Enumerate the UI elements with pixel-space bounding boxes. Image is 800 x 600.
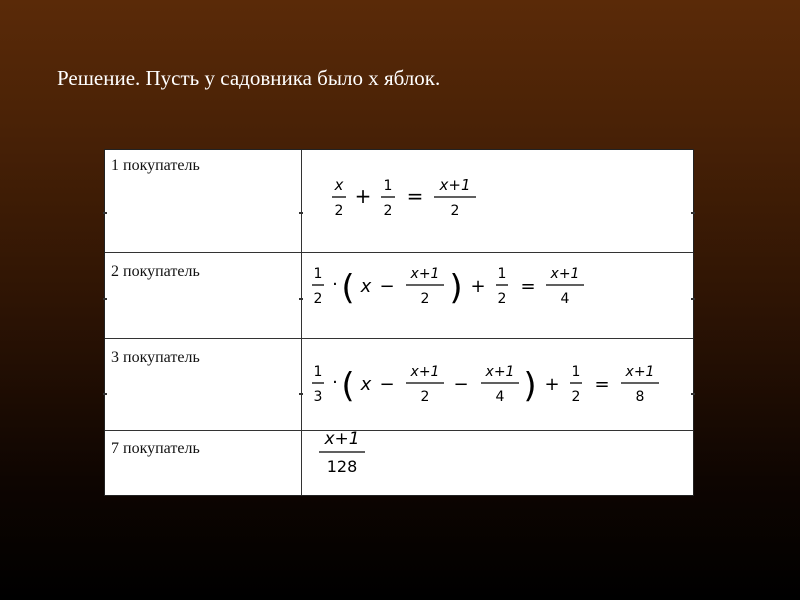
svg-text:2: 2 — [383, 203, 393, 219]
svg-text:4: 4 — [560, 291, 570, 307]
row-divider — [105, 252, 693, 253]
svg-text:x+1: x+1 — [410, 266, 440, 282]
svg-text:=: = — [520, 276, 536, 297]
svg-text:2: 2 — [334, 203, 344, 219]
svg-text:1: 1 — [383, 178, 393, 194]
row-tick — [299, 298, 303, 300]
row-tick — [691, 298, 695, 300]
svg-text:2: 2 — [420, 291, 430, 307]
svg-text:1: 1 — [497, 266, 507, 282]
svg-text:3: 3 — [313, 389, 323, 405]
svg-text:1: 1 — [313, 364, 323, 380]
formula-buyer-1 — [330, 174, 490, 234]
formula-buyer-7 — [315, 426, 385, 488]
svg-text:+: + — [544, 374, 560, 395]
row-tick — [103, 212, 107, 214]
svg-text:4: 4 — [495, 389, 505, 405]
row-tick — [299, 212, 303, 214]
row-label-buyer-7: 7 покупатель — [111, 440, 200, 457]
svg-text:(: ( — [341, 366, 355, 406]
row-divider — [105, 430, 693, 431]
svg-text:2: 2 — [420, 389, 430, 405]
svg-text:x: x — [360, 374, 372, 395]
svg-text:x+1: x+1 — [485, 364, 515, 380]
svg-text:8: 8 — [635, 389, 645, 405]
svg-text:2: 2 — [497, 291, 507, 307]
svg-text:x+1: x+1 — [625, 364, 655, 380]
svg-text:2: 2 — [313, 291, 323, 307]
row-tick — [103, 393, 107, 395]
svg-text:=: = — [406, 184, 424, 208]
svg-text:1: 1 — [571, 364, 581, 380]
svg-text:x+1: x+1 — [439, 176, 471, 194]
svg-text:x: x — [360, 276, 372, 297]
row-label-buyer-3: 3 покупатель — [111, 349, 200, 366]
svg-text:(: ( — [341, 268, 355, 308]
svg-text:): ) — [523, 366, 537, 406]
svg-text:·: · — [332, 274, 338, 295]
row-label-buyer-1: 1 покупатель — [111, 157, 200, 174]
svg-text:=: = — [594, 374, 610, 395]
formula-buyer-3 — [310, 360, 680, 420]
row-divider — [105, 338, 693, 339]
svg-text:128: 128 — [326, 457, 358, 476]
row-tick — [691, 393, 695, 395]
solution-table — [104, 149, 694, 496]
svg-text:x+1: x+1 — [410, 364, 440, 380]
svg-text:2: 2 — [450, 203, 460, 219]
svg-text:+: + — [470, 276, 486, 297]
svg-text:+: + — [354, 184, 372, 208]
svg-text:2: 2 — [571, 389, 581, 405]
svg-text:x+1: x+1 — [550, 266, 580, 282]
row-label-buyer-2: 2 покупатель — [111, 263, 200, 280]
slide-title: Решение. Пусть у садовника было х яблок. — [57, 66, 441, 90]
svg-text:−: − — [379, 276, 395, 297]
svg-text:−: − — [379, 374, 395, 395]
formula-buyer-2 — [310, 262, 600, 322]
row-tick — [299, 393, 303, 395]
svg-text:): ) — [449, 268, 463, 308]
row-tick — [103, 298, 107, 300]
svg-text:·: · — [332, 372, 338, 393]
svg-text:x: x — [334, 176, 344, 194]
svg-text:−: − — [453, 374, 469, 395]
column-divider — [301, 150, 302, 495]
svg-text:1: 1 — [313, 266, 323, 282]
row-tick — [691, 212, 695, 214]
svg-text:x+1: x+1 — [324, 429, 360, 449]
